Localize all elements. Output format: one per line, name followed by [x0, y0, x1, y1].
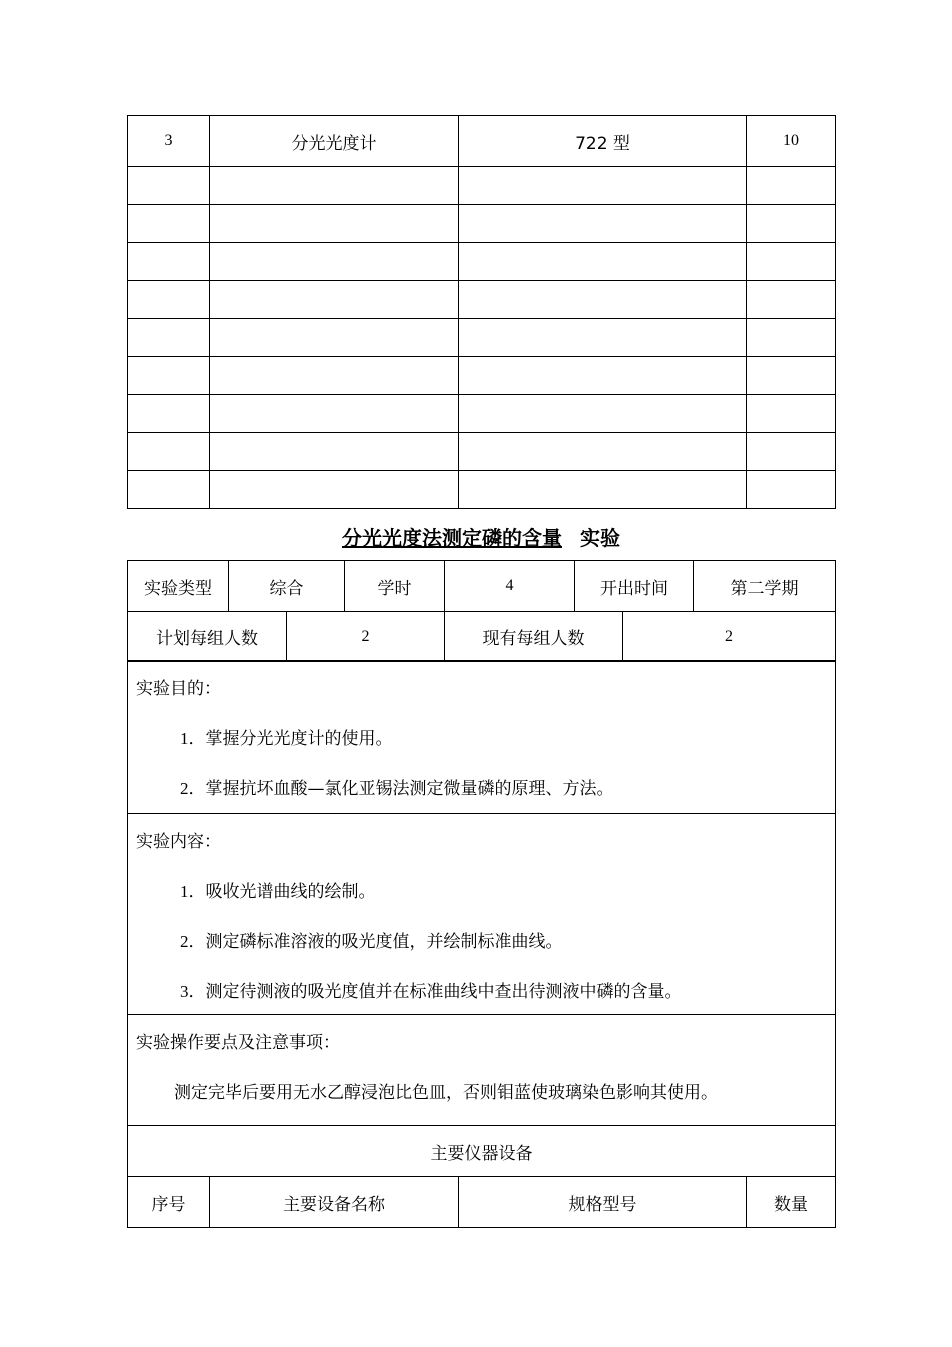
empty-cell — [747, 205, 836, 243]
list-item: 2．测定磷标准溶液的吸光度值，并绘制标准曲线。 — [180, 932, 563, 952]
col-qty-header: 数量 — [747, 1177, 836, 1228]
notes-text: 测定完毕后要用无水乙醇浸泡比色皿，否则钼蓝使玻璃染色影响其使用。 — [174, 1083, 718, 1103]
table-row — [128, 1177, 836, 1228]
empty-cell — [128, 433, 210, 471]
list-item: 1．吸收光谱曲线的绘制。 — [180, 882, 376, 902]
experiment-detail-table — [127, 660, 836, 1228]
col-name-header: 主要设备名称 — [210, 1177, 459, 1228]
table-row — [128, 1126, 836, 1177]
type-label: 实验类型 — [128, 561, 229, 612]
table-row — [128, 561, 836, 612]
empty-cell — [747, 357, 836, 395]
table-row — [128, 395, 836, 433]
notes-section — [128, 1015, 836, 1126]
empty-cell — [459, 319, 747, 357]
table-row — [128, 243, 836, 281]
table-row — [128, 814, 836, 1015]
empty-cell — [747, 281, 836, 319]
col-index-header: 序号 — [128, 1177, 210, 1228]
equipment-index: 3 — [128, 116, 210, 167]
current-value: 2 — [623, 612, 836, 662]
table-row — [128, 281, 836, 319]
table-row — [128, 357, 836, 395]
empty-cell — [210, 433, 459, 471]
hours-label: 学时 — [345, 561, 445, 612]
experiment-title-suffix: 实验 — [580, 526, 620, 550]
empty-cell — [128, 319, 210, 357]
experiment-info-table — [127, 560, 836, 662]
empty-cell — [747, 471, 836, 509]
equipment-qty: 10 — [747, 116, 836, 167]
empty-cell — [459, 243, 747, 281]
empty-cell — [459, 433, 747, 471]
list-item: 1．掌握分光光度计的使用。 — [180, 729, 393, 749]
table-row — [128, 116, 836, 167]
current-label: 现有每组人数 — [445, 612, 623, 662]
table-row — [128, 167, 836, 205]
plan-value: 2 — [287, 612, 445, 662]
table-row — [128, 661, 836, 814]
empty-cell — [459, 281, 747, 319]
plan-label: 计划每组人数 — [128, 612, 287, 662]
time-value: 第二学期 — [694, 561, 836, 612]
experiment-title — [127, 522, 835, 551]
purpose-heading: 实验目的： — [136, 679, 221, 699]
table-row — [128, 205, 836, 243]
empty-cell — [459, 357, 747, 395]
empty-cell — [128, 167, 210, 205]
purpose-section — [128, 661, 836, 814]
hours-value: 4 — [445, 561, 575, 612]
empty-cell — [210, 395, 459, 433]
empty-cell — [210, 205, 459, 243]
empty-cell — [210, 281, 459, 319]
col-spec-header: 规格型号 — [459, 1177, 747, 1228]
empty-cell — [128, 471, 210, 509]
table-row — [128, 319, 836, 357]
empty-cell — [210, 357, 459, 395]
experiment-title-main: 分光光度法测定磷的含量 — [342, 526, 562, 550]
content-section — [128, 814, 836, 1015]
equipment-name: 分光光度计 — [210, 116, 459, 167]
blank-rows — [128, 167, 836, 509]
type-value: 综合 — [229, 561, 345, 612]
table-row — [128, 1015, 836, 1126]
empty-cell — [210, 243, 459, 281]
main-equipment-heading: 主要仪器设备 — [128, 1126, 836, 1177]
equipment-table-continued — [127, 115, 836, 509]
empty-cell — [459, 471, 747, 509]
empty-cell — [747, 243, 836, 281]
empty-cell — [210, 471, 459, 509]
empty-cell — [747, 433, 836, 471]
empty-cell — [128, 357, 210, 395]
empty-cell — [128, 205, 210, 243]
table-row — [128, 612, 836, 662]
list-item: 2．掌握抗坏血酸—氯化亚锡法测定微量磷的原理、方法。 — [180, 779, 614, 799]
empty-cell — [747, 319, 836, 357]
notes-heading: 实验操作要点及注意事项： — [136, 1033, 340, 1053]
empty-cell — [128, 243, 210, 281]
empty-cell — [459, 205, 747, 243]
empty-cell — [459, 167, 747, 205]
table-row — [128, 471, 836, 509]
empty-cell — [210, 319, 459, 357]
empty-cell — [128, 281, 210, 319]
content-heading: 实验内容： — [136, 832, 221, 852]
empty-cell — [747, 395, 836, 433]
empty-cell — [459, 395, 747, 433]
equipment-spec: 722 型 — [459, 116, 747, 167]
table-row — [128, 433, 836, 471]
empty-cell — [210, 167, 459, 205]
empty-cell — [747, 167, 836, 205]
empty-cell — [128, 395, 210, 433]
list-item: 3．测定待测液的吸光度值并在标准曲线中查出待测液中磷的含量。 — [180, 982, 682, 1002]
time-label: 开出时间 — [575, 561, 694, 612]
